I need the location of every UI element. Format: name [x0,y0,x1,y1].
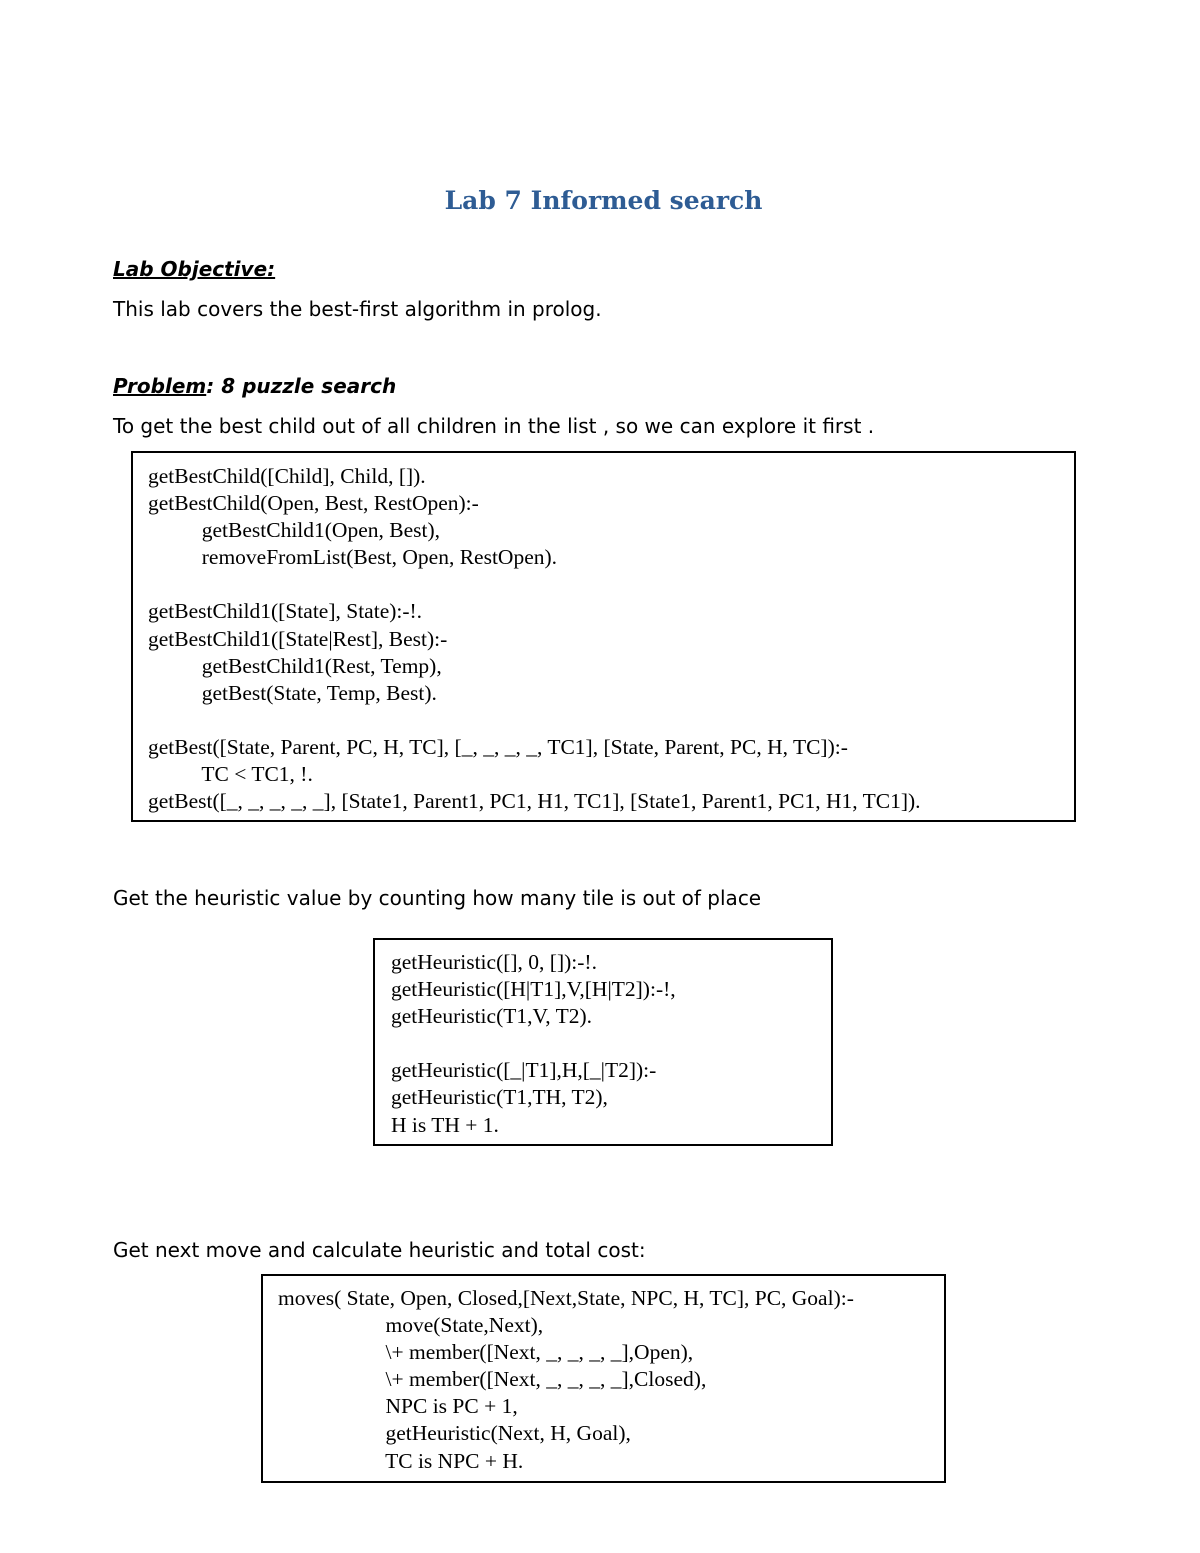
objective-text: This lab covers the best-first algorithm in prolog. [113,297,602,321]
problem-colon: : [206,374,215,398]
best-child-code: getBestChild([Child], Child, []). getBestChild(Open, Best, RestOpen):- getBestChild1(Open, Best), removeFromList(Best, Open, RestOpen). getBestChild1([State], State):-!. getBestChild1([State|Rest], Best):- getBestChild1(Rest, Temp), getBest(State, Temp, Best). getBest([State, Parent, PC, H, TC], [_, _, _, _, TC1], [State, Parent, PC, H, TC]):- TC < TC1, !. getBest([_, _, _, _, _], [State1, Parent1, PC1, H1, TC1], [State1, Parent1, PC1, H1, TC1]). [148,464,921,814]
problem-heading [113,374,396,398]
problem-title: 8 puzzle search [214,374,397,398]
page-title: Lab 7 Informed search [444,186,763,215]
best-child-code-box [131,451,1076,822]
moves-code-box [261,1274,946,1483]
moves-text: Get next move and calculate heuristic and total cost: [113,1238,646,1262]
problem-label: Problem [113,374,207,398]
objective-heading [113,257,275,281]
heuristic-text: Get the heuristic value by counting how many tile is out of place [113,886,762,910]
problem-text: To get the best child out of all children in the list , so we can explore it first . [113,414,875,438]
heuristic-code: getHeuristic([], 0, []):-!. getHeuristic([H|T1],V,[H|T2]):-!, getHeuristic(T1,V, T2). getHeuristic([_|T1],H,[_|T2]):- getHeuristic(T1,TH, T2), H is TH + 1. [391,950,676,1137]
heuristic-code-box [373,938,833,1146]
moves-code: moves( State, Open, Closed,[Next,State, NPC, H, TC], PC, Goal):- move(State,Next), \+ member([Next, _, _, _, _],Open), \+ member([Next, _, _, _, _],Closed), NPC is PC + 1, getHeuristic(Next, H, Goal), TC is NPC + H. [278,1286,854,1473]
objective-heading-text: Lab Objective: [113,257,276,281]
